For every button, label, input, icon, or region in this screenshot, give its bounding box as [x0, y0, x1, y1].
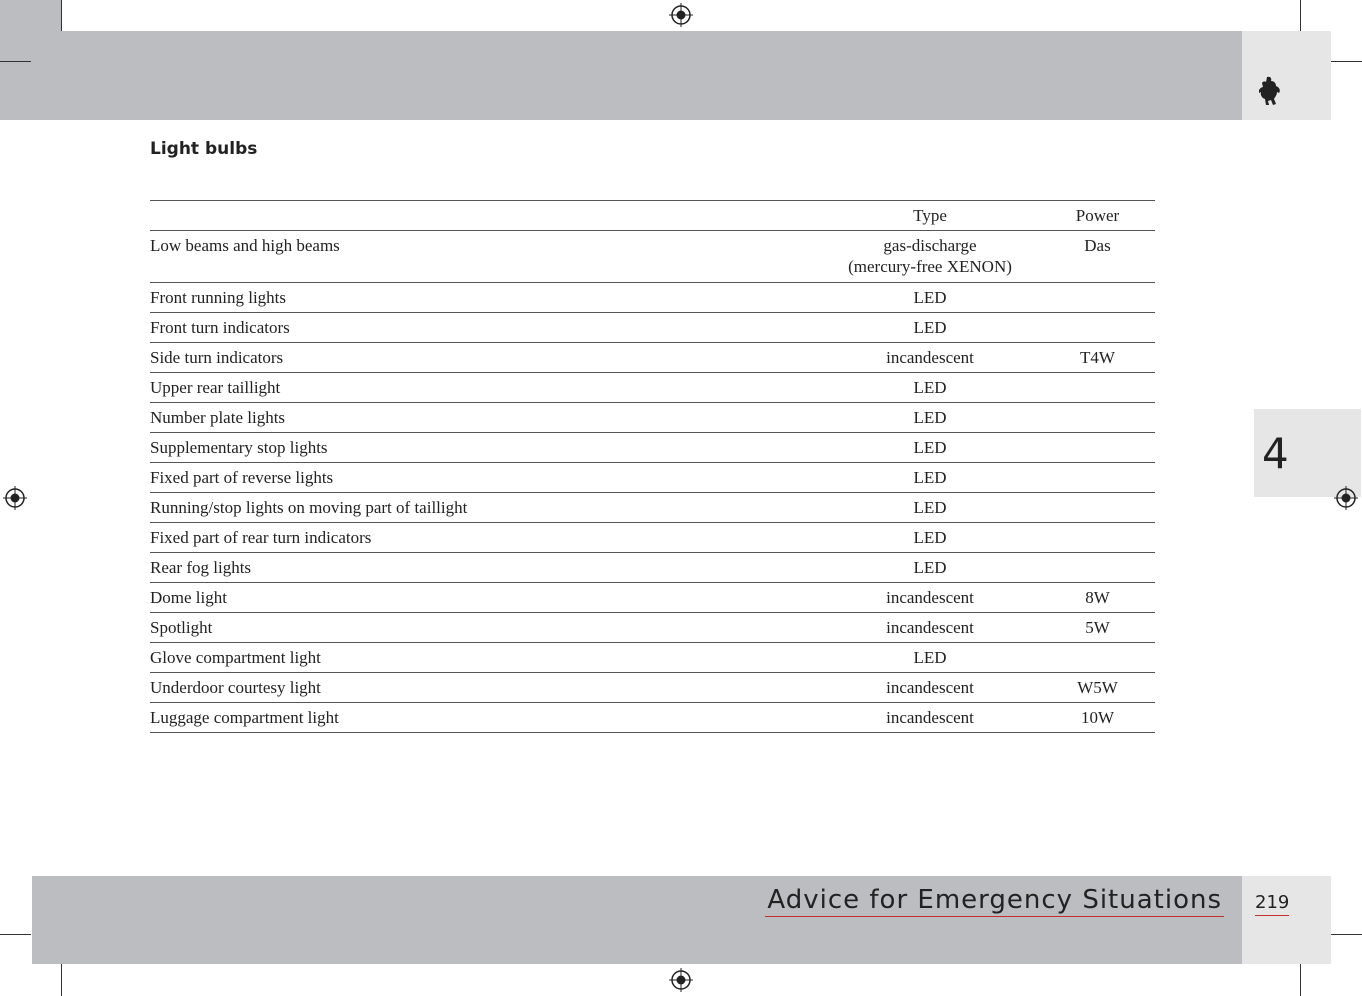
bulb-name: Low beams and high beams — [150, 231, 830, 283]
table-row — [150, 403, 1155, 433]
bulb-name: Fixed part of rear turn indicators — [150, 523, 830, 553]
crop-mark — [1300, 964, 1301, 996]
light-bulbs-table — [150, 200, 1155, 733]
crop-mark — [1331, 61, 1362, 62]
bulb-power — [1030, 403, 1155, 433]
crop-mark — [0, 934, 31, 935]
bulb-power: W5W — [1030, 673, 1155, 703]
bulb-type: LED — [830, 493, 1030, 523]
bulb-power — [1030, 433, 1155, 463]
bulb-type: LED — [830, 373, 1030, 403]
bulb-name: Front running lights — [150, 283, 830, 313]
chapter-number: 4 — [1262, 429, 1289, 478]
bulb-type-line2: (mercury-free XENON) — [848, 257, 1012, 276]
crop-mark — [1331, 934, 1362, 935]
bulb-power — [1030, 493, 1155, 523]
bulb-type — [830, 231, 1030, 283]
bulb-power — [1030, 373, 1155, 403]
bulb-name: Spotlight — [150, 613, 830, 643]
bulb-type: incandescent — [830, 583, 1030, 613]
bulb-name: Side turn indicators — [150, 343, 830, 373]
crop-mark — [0, 61, 31, 62]
bulb-power: 10W — [1030, 703, 1155, 733]
bulb-power: Das — [1030, 231, 1155, 283]
bulb-power: 5W — [1030, 613, 1155, 643]
bulb-power: 8W — [1030, 583, 1155, 613]
crop-mark — [1300, 0, 1301, 31]
bulb-type: LED — [830, 313, 1030, 343]
registration-mark-icon — [669, 968, 693, 992]
registration-mark-icon — [3, 486, 27, 510]
page-number: 219 — [1255, 891, 1289, 916]
table-row — [150, 283, 1155, 313]
bulb-type: LED — [830, 643, 1030, 673]
bulb-power — [1030, 313, 1155, 343]
bulb-power: T4W — [1030, 343, 1155, 373]
bulb-type: LED — [830, 463, 1030, 493]
header-type: Type — [830, 201, 1030, 231]
bulb-name: Underdoor courtesy light — [150, 673, 830, 703]
registration-mark-icon — [669, 3, 693, 27]
bulb-name: Luggage compartment light — [150, 703, 830, 733]
table-row — [150, 613, 1155, 643]
bulb-type: incandescent — [830, 703, 1030, 733]
bulb-type: incandescent — [830, 343, 1030, 373]
bulb-name: Dome light — [150, 583, 830, 613]
bulb-name: Fixed part of reverse lights — [150, 463, 830, 493]
table-row — [150, 673, 1155, 703]
bulb-name: Upper rear taillight — [150, 373, 830, 403]
table-row — [150, 493, 1155, 523]
bulb-name: Number plate lights — [150, 403, 830, 433]
table-row — [150, 343, 1155, 373]
section-title: Light bulbs — [150, 139, 258, 159]
bulb-type: LED — [830, 433, 1030, 463]
table-row — [150, 643, 1155, 673]
bulb-name: Rear fog lights — [150, 553, 830, 583]
table-row — [150, 583, 1155, 613]
header-bar — [0, 31, 1242, 120]
header-power: Power — [1030, 201, 1155, 231]
crop-mark — [61, 0, 62, 31]
bulb-type: LED — [830, 523, 1030, 553]
bulb-power — [1030, 643, 1155, 673]
bulb-name: Supplementary stop lights — [150, 433, 830, 463]
table-row — [150, 553, 1155, 583]
table-header-row — [150, 201, 1155, 231]
bulb-type-line1: gas-discharge — [883, 236, 977, 255]
table-row — [150, 463, 1155, 493]
header-name — [150, 201, 830, 231]
bulb-type: LED — [830, 553, 1030, 583]
crop-mark — [61, 964, 62, 996]
table-row — [150, 231, 1155, 283]
logo-box — [1242, 31, 1331, 120]
header-corner-block — [0, 0, 61, 31]
bulb-power — [1030, 283, 1155, 313]
prancing-horse-icon — [1257, 75, 1285, 107]
bulb-type: incandescent — [830, 613, 1030, 643]
table-row — [150, 313, 1155, 343]
page-number-box — [1242, 876, 1331, 964]
bulb-name: Front turn indicators — [150, 313, 830, 343]
table-row — [150, 703, 1155, 733]
registration-mark-icon — [1334, 486, 1358, 510]
bulb-power — [1030, 463, 1155, 493]
bulb-type: LED — [830, 403, 1030, 433]
chapter-tab[interactable] — [1254, 409, 1361, 497]
bulb-name: Glove compartment light — [150, 643, 830, 673]
bulb-power — [1030, 523, 1155, 553]
bulb-type: incandescent — [830, 673, 1030, 703]
table-row — [150, 433, 1155, 463]
table-row — [150, 373, 1155, 403]
chapter-title-link[interactable]: Advice for Emergency Situations — [767, 885, 1222, 915]
bulb-type: LED — [830, 283, 1030, 313]
bulb-name: Running/stop lights on moving part of taillight — [150, 493, 830, 523]
bulb-power — [1030, 553, 1155, 583]
table-row — [150, 523, 1155, 553]
